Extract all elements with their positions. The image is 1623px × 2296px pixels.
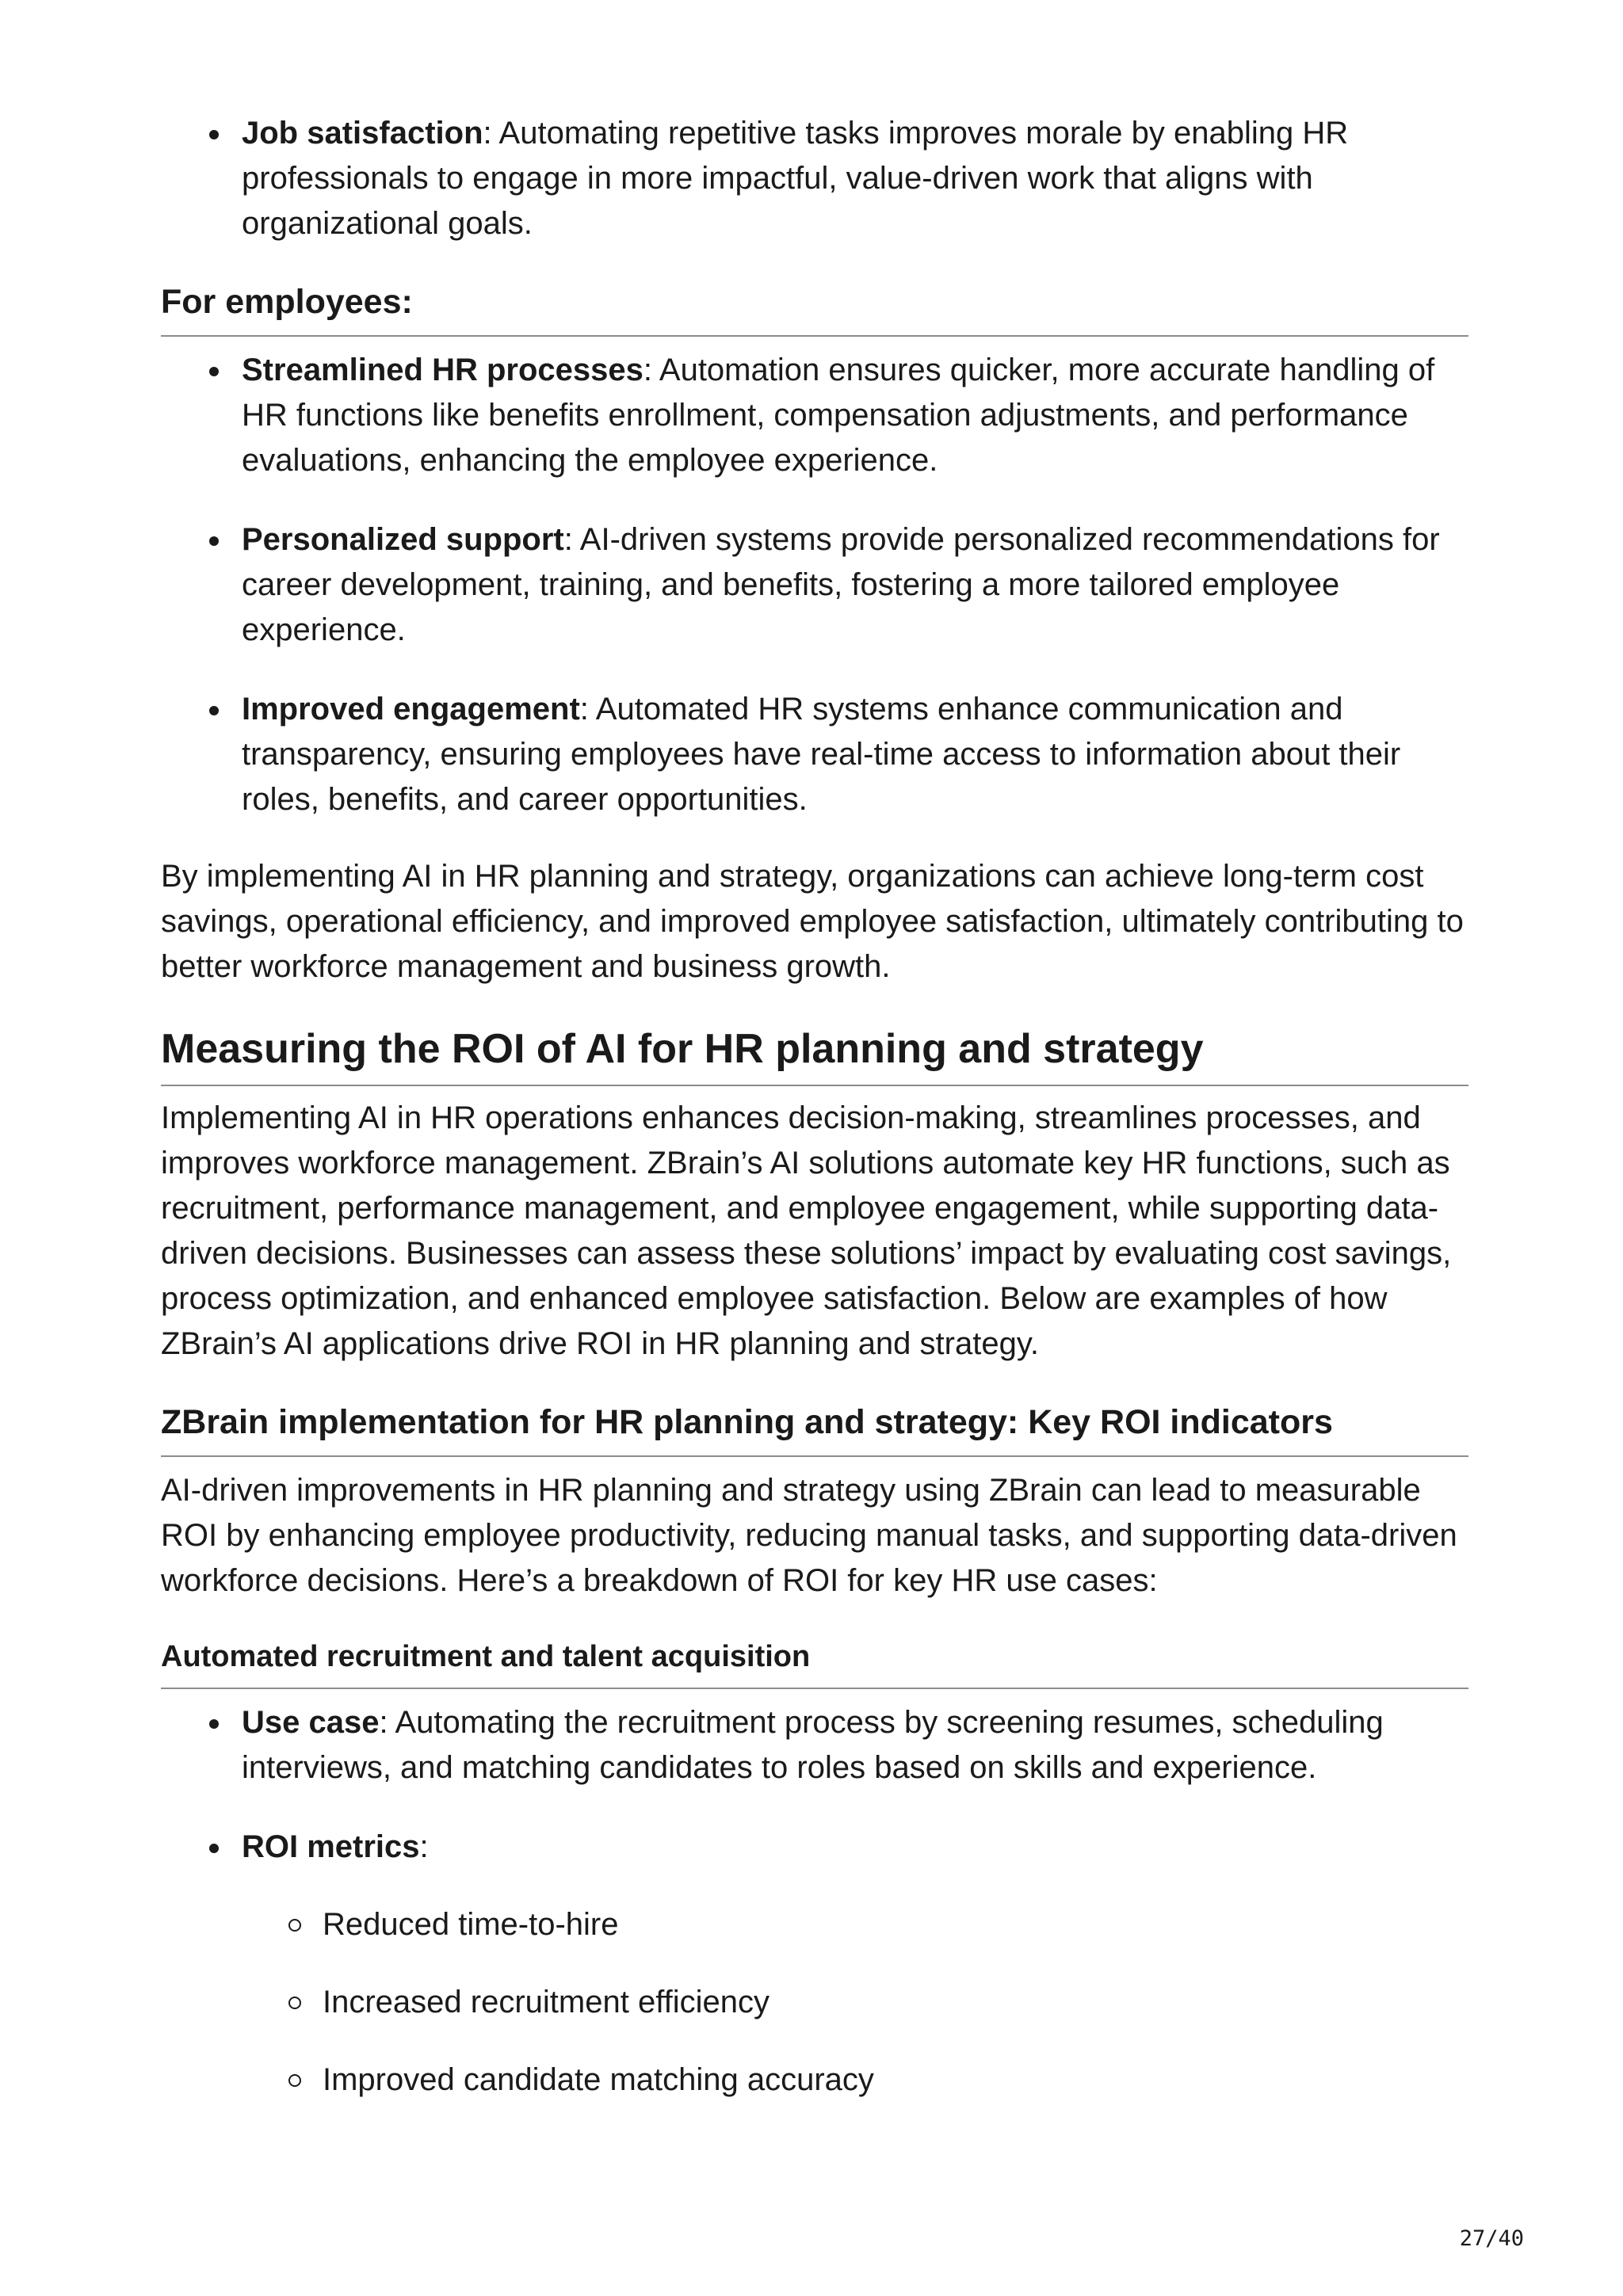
- bullet-term: ROI metrics: [242, 1829, 420, 1864]
- roi-section-heading: Measuring the ROI of AI for HR planning and strategy: [161, 1021, 1468, 1086]
- bullet-text: : Automated HR systems enhance communication and transparency, ensuring employees have real-time access to information about their roles, benefits, and career opportunities.: [242, 692, 1401, 817]
- list-item: Reduced time-to-hire: [323, 1902, 1468, 1947]
- roi-metrics-list: [242, 1902, 1468, 2103]
- recruitment-bullet-list: [161, 1700, 1468, 2103]
- bullet-text: :: [419, 1829, 429, 1864]
- bullet-text: : Automation ensures quicker, more accurate handling of HR functions like benefits enrollment, compensation adjustments, and performance evaluations, enhancing the employee experience.: [242, 353, 1435, 478]
- recruitment-heading: Automated recruitment and talent acquisition: [161, 1635, 1468, 1689]
- list-item: [242, 1700, 1468, 1791]
- employees-heading: For employees:: [161, 278, 1468, 337]
- bullet-text: : Automating repetitive tasks improves morale by enabling HR professionals to engage in more impactful, value-driven work that aligns with organizational goals.: [242, 116, 1349, 241]
- list-item: [242, 111, 1468, 246]
- list-item: [242, 687, 1468, 822]
- bullet-term: Improved engagement: [242, 692, 580, 727]
- roi-section-paragraph: Implementing AI in HR operations enhances decision-making, streamlines processes, and improves workforce management. ZBrain’s AI solutions automate key HR functions, such as recruitment, performance management, and employee engagement, while supporting data-driven decisions. Businesses can assess these solutions’ impact by evaluating cost savings, process optimization, and enhanced employee satisfaction. Below are examples of how ZBrain’s AI applications drive ROI in HR planning and strategy.: [161, 1100, 1452, 1361]
- intro-bullet-list: [161, 111, 1468, 246]
- bullet-term: Use case: [242, 1705, 380, 1740]
- bullet-term: Job satisfaction: [242, 116, 483, 151]
- list-item: [242, 517, 1468, 653]
- document-page: [161, 111, 1468, 2103]
- list-item: [242, 1825, 1468, 2103]
- bullet-text: : AI-driven systems provide personalized recommendations for career development, training, and benefits, fostering a more tailored employee experience.: [242, 522, 1440, 647]
- list-item: Improved candidate matching accuracy: [323, 2058, 1468, 2103]
- zbrain-section-heading: ZBrain implementation for HR planning and strategy: Key ROI indicators: [161, 1398, 1468, 1457]
- employees-bullet-list: [161, 348, 1468, 822]
- zbrain-section-paragraph: AI-driven improvements in HR planning and strategy using ZBrain can lead to measurable ROI by enhancing employee productivity, reducing manual tasks, and supporting data-driven workforce decisions. Here’s a breakdown of ROI for key HR use cases:: [161, 1473, 1457, 1598]
- list-item: [242, 348, 1468, 483]
- bullet-text: : Automating the recruitment process by screening resumes, scheduling interviews, and matching candidates to roles based on skills and experience.: [242, 1705, 1384, 1785]
- employees-summary-paragraph: By implementing AI in HR planning and strategy, organizations can achieve long-term cost savings, operational efficiency, and improved employee satisfaction, ultimately contributing to better workforce management and business growth.: [161, 859, 1464, 984]
- bullet-term: Personalized support: [242, 522, 564, 557]
- list-item: Increased recruitment efficiency: [323, 1980, 1468, 2025]
- bullet-term: Streamlined HR processes: [242, 353, 643, 387]
- page-number: 27/40: [1459, 2226, 1524, 2251]
